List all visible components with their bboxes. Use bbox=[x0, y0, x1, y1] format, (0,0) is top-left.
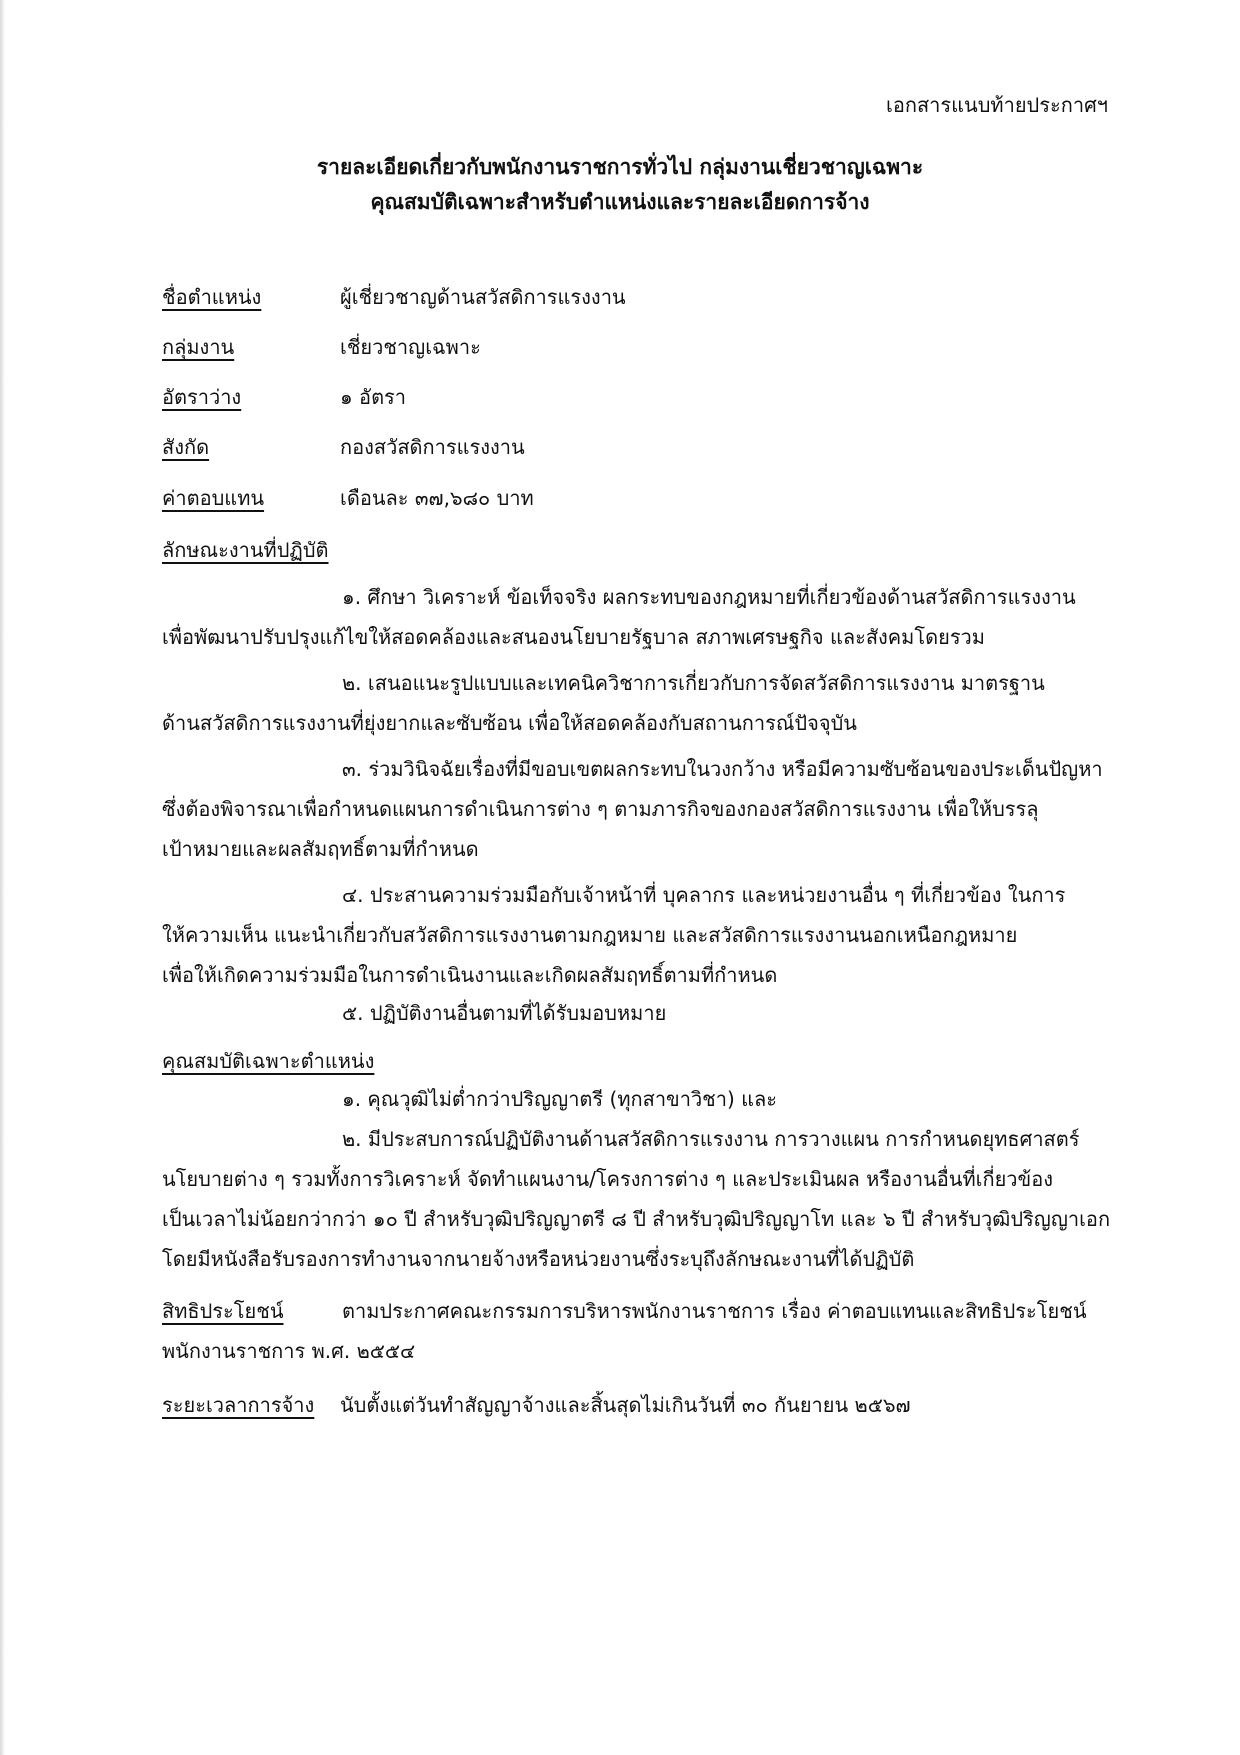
field-value-vacancy: ๑ อัตรา bbox=[340, 385, 407, 409]
duty-5-line-1: ๕. ปฏิบัติงานอื่นตามที่ได้รับมอบหมาย bbox=[342, 1001, 667, 1025]
field-value-group: เชี่ยวชาญเฉพาะ bbox=[340, 335, 481, 359]
qualifications-heading: คุณสมบัติเฉพาะตำแหน่ง bbox=[162, 1049, 375, 1073]
employment-period-value: นับตั้งแต่วันทำสัญญาจ้างและสิ้นสุดไม่เกินวันที่ ๓๐ กันยายน ๒๕๖๗ bbox=[340, 1393, 911, 1417]
qualification-2-line-2: นโยบายต่าง ๆ รวมทั้งการวิเคราะห์ จัดทำแผนงาน/โครงการต่าง ๆ และประเมินผล หรืองานอื่นที่เกี่ยวข้อง bbox=[162, 1167, 1053, 1191]
header-note: เอกสารแนบท้ายประกาศฯ bbox=[886, 93, 1108, 117]
duty-4-line-3: เพื่อให้เกิดความร่วมมือในการดำเนินงานและเกิดผลสัมฤทธิ์ตามที่กำหนด bbox=[162, 963, 778, 987]
benefits-label: สิทธิประโยชน์ bbox=[162, 1299, 284, 1323]
duty-4-line-2: ให้ความเห็น แนะนำเกี่ยวกับสวัสดิการแรงงานตามกฎหมาย และสวัสดิการแรงงานนอกเหนือกฎหมาย bbox=[162, 923, 1018, 947]
employment-period-label: ระยะเวลาการจ้าง bbox=[162, 1393, 315, 1417]
duty-1-line-2: เพื่อพัฒนาปรับปรุงแก้ไขให้สอดคล้องและสนองนโยบายรัฐบาล สภาพเศรษฐกิจ และสังคมโดยรวม bbox=[162, 625, 985, 649]
duty-2-line-1: ๒. เสนอแนะรูปแบบและเทคนิควิชาการเกี่ยวกับการจัดสวัสดิการแรงงาน มาตรฐาน bbox=[342, 671, 1045, 695]
duty-4-line-1: ๔. ประสานความร่วมมือกับเจ้าหน้าที่ บุคลากร และหน่วยงานอื่น ๆ ที่เกี่ยวข้อง ในการ bbox=[342, 883, 1066, 907]
qualification-1-line-1: ๑. คุณวุฒิไม่ต่ำกว่าปริญญาตรี (ทุกสาขาวิชา) และ bbox=[342, 1087, 778, 1111]
field-value-position: ผู้เชี่ยวชาญด้านสวัสดิการแรงงาน bbox=[340, 285, 626, 309]
field-value-affiliation: กองสวัสดิการแรงงาน bbox=[340, 435, 525, 459]
duty-1-line-1: ๑. ศึกษา วิเคราะห์ ข้อเท็จจริง ผลกระทบของกฎหมายที่เกี่ยวข้องด้านสวัสดิการแรงงาน bbox=[342, 585, 1076, 609]
qualification-2-line-4: โดยมีหนังสือรับรองการทำงานจากนายจ้างหรือหน่วยงานซึ่งระบุถึงลักษณะงานที่ได้ปฏิบัติ bbox=[162, 1247, 915, 1271]
field-label-compensation: ค่าตอบแทน bbox=[162, 486, 265, 510]
qualification-2-line-3: เป็นเวลาไม่น้อยกว่ากว่า ๑๐ ปี สำหรับวุฒิปริญญาตรี ๘ ปี สำหรับวุฒิปริญญาโท และ ๖ ปี สำหรับวุฒิปริญญาเอก bbox=[162, 1207, 1111, 1231]
field-label-vacancy: อัตราว่าง bbox=[162, 385, 242, 409]
field-value-compensation: เดือนละ ๓๗,๖๘๐ บาท bbox=[340, 486, 534, 510]
duties-heading: ลักษณะงานที่ปฏิบัติ bbox=[162, 538, 329, 562]
duty-3-line-2: ซึ่งต้องพิจารณาเพื่อกำหนดแผนการดำเนินการต่าง ๆ ตามภารกิจของกองสวัสดิการแรงงาน เพื่อให้บรรลุ bbox=[162, 797, 1039, 821]
field-label-group: กลุ่มงาน bbox=[162, 335, 235, 359]
duty-2-line-2: ด้านสวัสดิการแรงงานที่ยุ่งยากและซับซ้อน เพื่อให้สอดคล้องกับสถานการณ์ปัจจุบัน bbox=[162, 711, 857, 735]
duty-3-line-1: ๓. ร่วมวินิจฉัยเรื่องที่มีขอบเขตผลกระทบในวงกว้าง หรือมีความซับซ้อนของประเด็นปัญหา bbox=[342, 757, 1103, 781]
duty-3-line-3: เป้าหมายและผลสัมฤทธิ์ตามที่กำหนด bbox=[162, 837, 479, 861]
field-label-affiliation: สังกัด bbox=[162, 435, 210, 459]
benefits-line-1: ตามประกาศคณะกรรมการบริหารพนักงานราชการ เรื่อง ค่าตอบแทนและสิทธิประโยชน์ bbox=[342, 1299, 1087, 1323]
benefits-line-2: พนักงานราชการ พ.ศ. ๒๕๕๔ bbox=[162, 1339, 416, 1363]
field-label-position: ชื่อตำแหน่ง bbox=[162, 285, 262, 309]
scan-edge-shadow bbox=[0, 0, 5, 1755]
title-line-1: รายละเอียดเกี่ยวกับพนักงานราชการทั่วไป กลุ่มงานเชี่ยวชาญเฉพาะ bbox=[316, 155, 924, 179]
title-line-2: คุณสมบัติเฉพาะสำหรับตำแหน่งและรายละเอียดการจ้าง bbox=[370, 190, 870, 214]
qualification-2-line-1: ๒. มีประสบการณ์ปฏิบัติงานด้านสวัสดิการแรงงาน การวางแผน การกำหนดยุทธศาสตร์ bbox=[342, 1127, 1080, 1151]
